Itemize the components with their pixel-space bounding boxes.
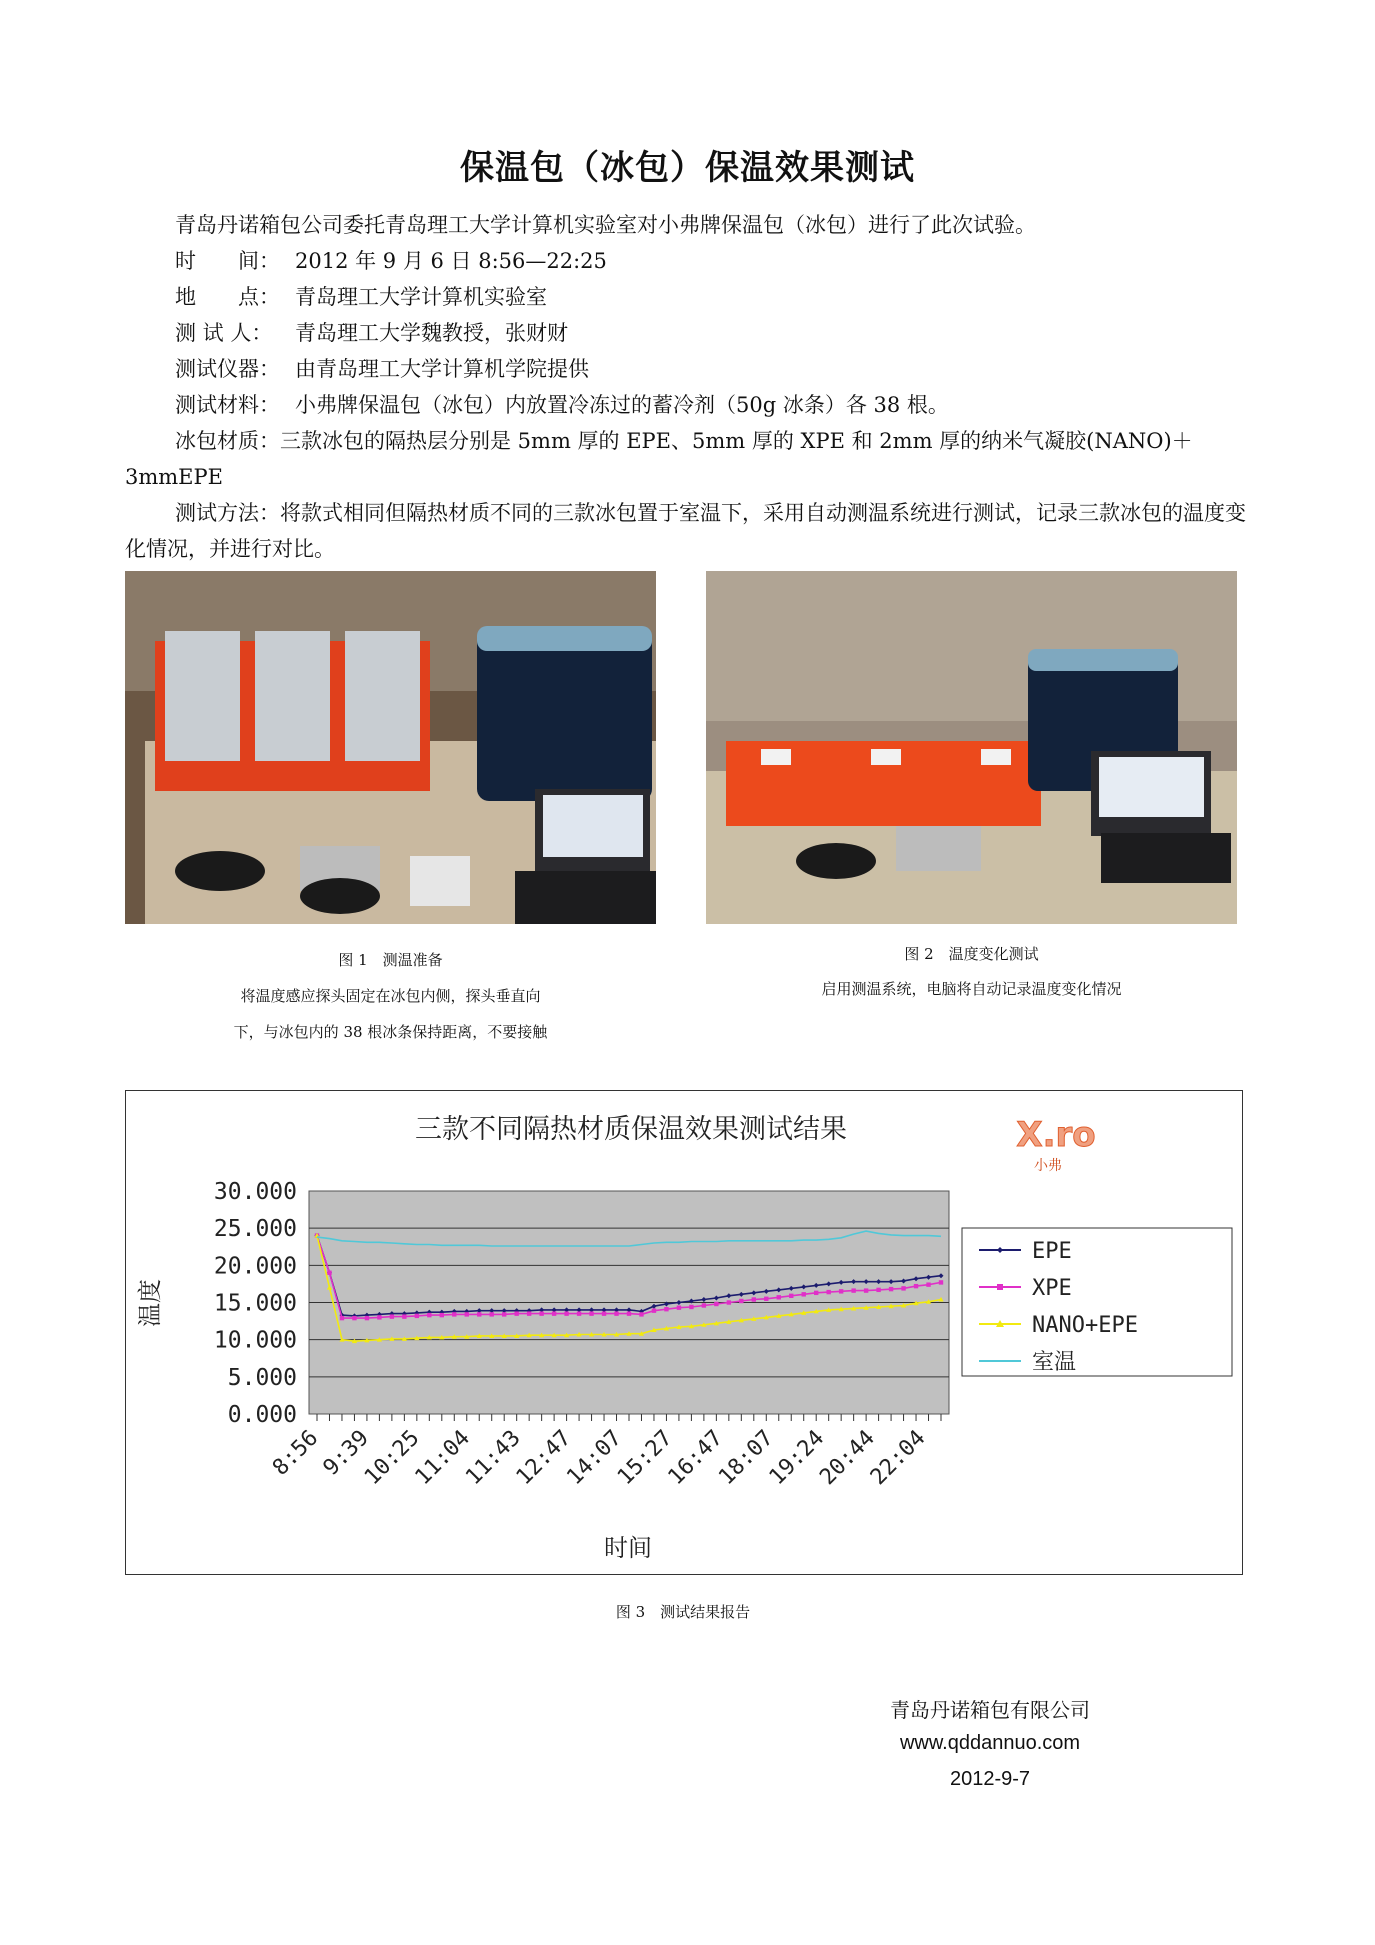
legend-marker bbox=[997, 1284, 1003, 1290]
x-tick-label: 16:47 bbox=[663, 1425, 729, 1491]
data-point bbox=[727, 1300, 731, 1304]
data-point bbox=[477, 1312, 481, 1316]
figure1-desc-line1: 将温度感应探头固定在冰包内侧，探头垂直向 bbox=[240, 987, 541, 1005]
y-tick-label: 5.000 bbox=[227, 1364, 297, 1391]
info-label: 测试仪器： bbox=[175, 357, 280, 381]
brand-logo-sub: 小弗 bbox=[1034, 1158, 1062, 1174]
info-row-place bbox=[175, 279, 547, 315]
photo-test-preparation bbox=[125, 571, 656, 924]
data-point bbox=[452, 1312, 456, 1316]
y-tick-label: 0.000 bbox=[227, 1402, 297, 1428]
data-point bbox=[864, 1288, 868, 1292]
data-point bbox=[777, 1295, 781, 1299]
info-row-time bbox=[175, 243, 607, 279]
data-point bbox=[589, 1311, 593, 1315]
x-tick-label: 20:44 bbox=[815, 1425, 880, 1491]
brand-logo-text: X.ro bbox=[1016, 1115, 1096, 1155]
data-point bbox=[564, 1311, 568, 1315]
y-tick-label: 10.000 bbox=[213, 1327, 297, 1354]
info-label: 时 间： bbox=[175, 249, 280, 273]
data-point bbox=[377, 1315, 381, 1319]
data-point bbox=[365, 1316, 369, 1320]
y-tick-label: 15.000 bbox=[213, 1290, 297, 1317]
x-tick-label: 18:07 bbox=[714, 1425, 779, 1491]
data-point bbox=[689, 1305, 693, 1309]
x-axis-label: 时间 bbox=[604, 1534, 652, 1562]
info-row-instrument bbox=[175, 351, 589, 387]
brand-logo bbox=[1016, 1115, 1095, 1174]
data-point bbox=[926, 1282, 930, 1286]
data-point bbox=[527, 1311, 531, 1315]
data-point bbox=[876, 1288, 880, 1292]
x-tick-label: 9:39 bbox=[318, 1425, 374, 1481]
data-point bbox=[552, 1311, 556, 1315]
footer-date: 2012-9-7 bbox=[949, 1768, 1031, 1790]
x-tick-label: 19:24 bbox=[764, 1425, 830, 1491]
data-point bbox=[327, 1271, 331, 1275]
data-point bbox=[390, 1314, 394, 1318]
x-tick-label: 22:04 bbox=[865, 1425, 931, 1491]
info-value: 由青岛理工大学计算机学院提供 bbox=[295, 357, 589, 381]
info-row-material bbox=[175, 387, 949, 423]
legend-label: EPE bbox=[1032, 1239, 1072, 1264]
data-point bbox=[702, 1303, 706, 1307]
legend-label: XPE bbox=[1032, 1276, 1072, 1301]
info-label: 地 点： bbox=[175, 285, 280, 309]
x-tick-label: 15:27 bbox=[612, 1425, 678, 1491]
data-point bbox=[627, 1311, 631, 1315]
info-label: 测 试 人： bbox=[175, 321, 273, 345]
temperature-chart-svg bbox=[126, 1091, 1242, 1574]
data-point bbox=[939, 1280, 943, 1284]
temperature-chart bbox=[125, 1090, 1243, 1575]
footer-url[interactable]: www.qddannuo.com bbox=[899, 1732, 1081, 1754]
x-tick-label: 12:47 bbox=[511, 1425, 577, 1491]
data-point bbox=[752, 1297, 756, 1301]
data-point bbox=[602, 1311, 606, 1315]
method-paragraph: 测试方法：将款式相同但隔热材质不同的三款冰包置于室温下，采用自动测温系统进行测试，记录三款冰包的温度变化情况，并进行对比。 bbox=[125, 501, 1246, 561]
data-point bbox=[839, 1289, 843, 1293]
data-point bbox=[577, 1311, 581, 1315]
data-point bbox=[901, 1286, 905, 1290]
data-point bbox=[427, 1313, 431, 1317]
data-point bbox=[814, 1291, 818, 1295]
data-point bbox=[802, 1292, 806, 1296]
intro-paragraph: 青岛丹诺箱包公司委托青岛理工大学计算机实验室对小弗牌保温包（冰包）进行了此次试验。 bbox=[175, 213, 1036, 237]
info-label: 测试材料： bbox=[175, 393, 280, 417]
legend-label: NANO+EPE bbox=[1032, 1313, 1138, 1338]
info-value: 2012 年 9 月 6 日 8:56—22:25 bbox=[295, 249, 607, 273]
page-title: 保温包（冰包）保温效果测试 bbox=[460, 148, 915, 188]
figure2-caption: 图 2 温度变化测试 bbox=[904, 945, 1039, 963]
figure3-caption: 图 3 测试结果报告 bbox=[615, 1603, 751, 1621]
x-tick-label: 14:07 bbox=[562, 1425, 627, 1491]
info-value: 小弗牌保温包（冰包）内放置冷冻过的蓄冷剂（50g 冰条）各 38 根。 bbox=[295, 393, 949, 417]
data-point bbox=[714, 1302, 718, 1306]
data-point bbox=[677, 1306, 681, 1310]
data-point bbox=[514, 1311, 518, 1315]
x-tick-label: 11:04 bbox=[410, 1425, 476, 1491]
data-point bbox=[415, 1314, 419, 1318]
y-tick-label: 20.000 bbox=[213, 1253, 297, 1280]
data-point bbox=[440, 1313, 444, 1317]
data-point bbox=[652, 1308, 656, 1312]
data-point bbox=[352, 1316, 356, 1320]
data-point bbox=[764, 1297, 768, 1301]
data-point bbox=[502, 1312, 506, 1316]
data-point bbox=[914, 1284, 918, 1288]
data-point bbox=[539, 1311, 543, 1315]
y-axis-label: 温度 bbox=[136, 1279, 164, 1327]
data-point bbox=[639, 1312, 643, 1316]
chart-title: 三款不同隔热材质保温效果测试结果 bbox=[415, 1114, 847, 1145]
material-paragraph: 冰包材质：三款冰包的隔热层分别是 5mm 厚的 EPE、5mm 厚的 XPE 和 2mm 厚的纳米气凝胶(NANO)＋3mmEPE bbox=[125, 429, 1193, 489]
x-tick-label: 11:43 bbox=[461, 1425, 526, 1491]
data-point bbox=[402, 1314, 406, 1318]
figure1-desc-line2: 下，与冰包内的 38 根冰条保持距离，不要接触 bbox=[233, 1023, 548, 1041]
y-tick-label: 25.000 bbox=[213, 1216, 297, 1243]
footer-company: 青岛丹诺箱包有限公司 bbox=[890, 1698, 1090, 1722]
data-point bbox=[340, 1316, 344, 1320]
figure1-caption: 图 1 测温准备 bbox=[338, 951, 443, 969]
y-tick-label: 30.000 bbox=[213, 1179, 297, 1205]
data-point bbox=[614, 1311, 618, 1315]
data-point bbox=[465, 1312, 469, 1316]
data-point bbox=[889, 1287, 893, 1291]
legend-label: 室温 bbox=[1032, 1350, 1077, 1375]
data-point bbox=[789, 1294, 793, 1298]
data-point bbox=[826, 1290, 830, 1294]
data-point bbox=[851, 1288, 855, 1292]
info-value: 青岛理工大学计算机实验室 bbox=[295, 285, 547, 309]
x-tick-label: 10:25 bbox=[359, 1425, 425, 1491]
x-tick-label: 8:56 bbox=[268, 1425, 324, 1481]
figure2-desc: 启用测温系统，电脑将自动记录温度变化情况 bbox=[821, 980, 1122, 998]
info-row-tester bbox=[175, 315, 568, 351]
photo-temperature-test bbox=[706, 571, 1237, 924]
data-point bbox=[664, 1307, 668, 1311]
data-point bbox=[490, 1312, 494, 1316]
info-value: 青岛理工大学魏教授，张财财 bbox=[295, 321, 568, 345]
data-point bbox=[739, 1299, 743, 1303]
